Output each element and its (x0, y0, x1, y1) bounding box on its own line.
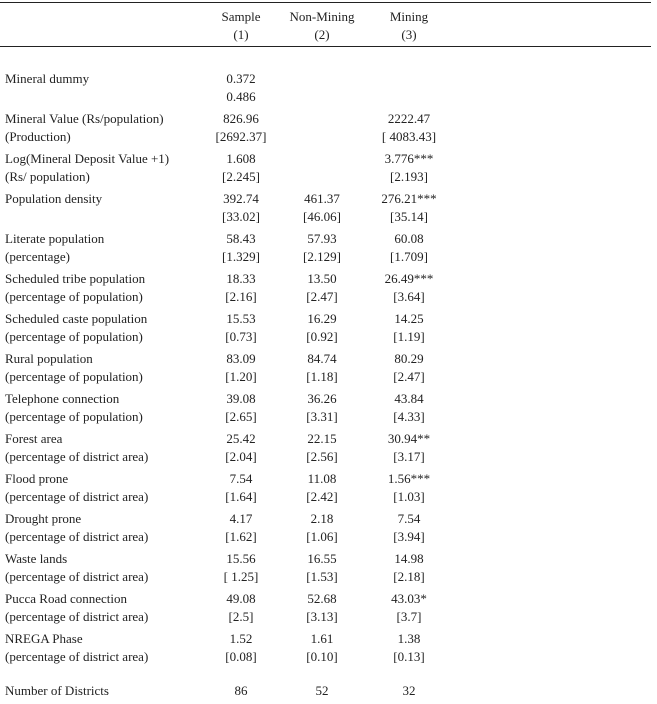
column-name: Sample (221, 9, 261, 24)
row-label-secondary: (percentage of population) (5, 409, 143, 424)
cell-mining-secondary: [3.7] (396, 609, 422, 624)
row-label: Pucca Road connection (5, 591, 128, 606)
cell-non-mining-secondary: [0.92] (306, 329, 338, 344)
column-header-sample (208, 8, 274, 44)
cell-sample-secondary: [2692.37] (215, 129, 267, 144)
cell-sample: 826.96 (223, 111, 259, 126)
row-label-secondary: (Rs/ population) (5, 169, 90, 184)
row-label-secondary: (percentage of district area) (5, 449, 149, 464)
cell-non-mining: 36.26 (307, 391, 337, 406)
row-label: Flood prone (5, 471, 69, 486)
cell-mining-secondary: [4.33] (393, 409, 425, 424)
row-label: Forest area (5, 431, 63, 446)
row-label: Population density (5, 191, 103, 206)
cell-mining: 14.98 (394, 551, 424, 566)
cell-sample: 4.17 (229, 511, 253, 526)
cell-mining-secondary: [1.19] (393, 329, 425, 344)
cell-sample-secondary: [2.245] (222, 169, 260, 184)
cell-sample-secondary: [ 1.25] (223, 569, 259, 584)
cell-sample: 83.09 (226, 351, 256, 366)
cell-sample-secondary: [2.5] (228, 609, 254, 624)
cell-mining-secondary: [35.14] (390, 209, 428, 224)
cell-mining: 60.08 (394, 231, 424, 246)
cell-sample: 39.08 (226, 391, 256, 406)
cell-sample-secondary: [1.62] (225, 529, 257, 544)
cell-non-mining: 16.55 (307, 551, 337, 566)
row-label-secondary: (percentage of population) (5, 329, 143, 344)
cell-non-mining-secondary: [1.18] (306, 369, 338, 384)
cell-mining-secondary: [1.709] (390, 249, 428, 264)
cell-mining: 2222.47 (387, 111, 431, 126)
cell-mining-secondary: [2.193] (390, 169, 428, 184)
cell-mining: 1.56*** (387, 471, 431, 486)
footer-value-sample: 86 (234, 683, 248, 698)
cell-mining: 43.03* (391, 591, 427, 606)
cell-non-mining: 13.50 (307, 271, 337, 286)
cell-non-mining: 84.74 (307, 351, 337, 366)
row-label: Telephone connection (5, 391, 120, 406)
cell-mining-secondary: [3.64] (393, 289, 425, 304)
cell-mining: 1.38 (397, 631, 421, 646)
cell-non-mining-secondary: [0.10] (306, 649, 338, 664)
cell-sample: 25.42 (226, 431, 256, 446)
cell-mining: 14.25 (394, 311, 424, 326)
cell-sample: 49.08 (226, 591, 256, 606)
row-label: Rural population (5, 351, 93, 366)
row-label-secondary: (percentage of district area) (5, 569, 149, 584)
column-number: (3) (401, 27, 417, 42)
row-label-secondary: (percentage of district area) (5, 529, 149, 544)
cell-sample: 7.54 (229, 471, 253, 486)
row-label: Waste lands (5, 551, 68, 566)
column-number: (2) (314, 27, 330, 42)
row-label: Scheduled tribe population (5, 271, 146, 286)
row-label-secondary: (Production) (5, 129, 71, 144)
cell-mining-secondary: [2.47] (393, 369, 425, 384)
cell-mining-secondary: [ 4083.43] (381, 129, 437, 144)
cell-non-mining-secondary: [46.06] (303, 209, 341, 224)
header-rule (0, 46, 651, 47)
cell-non-mining-secondary: [2.42] (306, 489, 338, 504)
cell-non-mining: 2.18 (310, 511, 334, 526)
cell-mining-secondary: [2.18] (393, 569, 425, 584)
footer-value-non-mining: 52 (315, 683, 329, 698)
row-label-secondary: (percentage of district area) (5, 649, 149, 664)
cell-sample: 58.43 (226, 231, 256, 246)
cell-sample-secondary: [1.329] (222, 249, 260, 264)
cell-sample-secondary: [1.20] (225, 369, 257, 384)
cell-sample-secondary: [2.65] (225, 409, 257, 424)
row-label: Literate population (5, 231, 105, 246)
top-rule (0, 2, 651, 3)
cell-non-mining-secondary: [3.31] (306, 409, 338, 424)
cell-non-mining: 11.08 (307, 471, 337, 486)
cell-sample-secondary: [33.02] (222, 209, 260, 224)
cell-non-mining-secondary: [2.56] (306, 449, 338, 464)
row-label-secondary: (percentage of population) (5, 369, 143, 384)
row-label: Scheduled caste population (5, 311, 148, 326)
cell-sample-secondary: [1.64] (225, 489, 257, 504)
cell-sample: 0.372 (226, 71, 256, 86)
cell-mining: 30.94** (387, 431, 431, 446)
cell-sample: 15.53 (226, 311, 256, 326)
column-header-mining (368, 8, 450, 44)
footer-label: Number of Districts (5, 683, 109, 698)
cell-non-mining-secondary: [2.47] (306, 289, 338, 304)
cell-mining: 276.21*** (381, 191, 437, 206)
row-label-secondary: (percentage of district area) (5, 489, 149, 504)
cell-mining: 43.84 (394, 391, 424, 406)
cell-non-mining-secondary: [1.06] (306, 529, 338, 544)
cell-mining-secondary: [1.03] (393, 489, 425, 504)
row-label-secondary: (percentage) (5, 249, 70, 264)
cell-sample-secondary: 0.486 (226, 89, 256, 104)
cell-sample-secondary: [0.08] (225, 649, 257, 664)
cell-mining-secondary: [0.13] (393, 649, 425, 664)
cell-sample: 15.56 (226, 551, 256, 566)
cell-sample-secondary: [2.16] (225, 289, 257, 304)
row-label: Log(Mineral Deposit Value +1) (5, 151, 170, 166)
cell-sample: 18.33 (226, 271, 256, 286)
cell-sample-secondary: [2.04] (225, 449, 257, 464)
cell-non-mining: 57.93 (307, 231, 337, 246)
cell-non-mining: 52.68 (307, 591, 337, 606)
cell-non-mining-secondary: [3.13] (306, 609, 338, 624)
cell-non-mining: 1.61 (310, 631, 334, 646)
cell-sample: 392.74 (223, 191, 259, 206)
column-header-non-mining (282, 8, 362, 44)
cell-sample-secondary: [0.73] (225, 329, 257, 344)
cell-mining-secondary: [3.94] (393, 529, 425, 544)
footer-value-mining: 32 (402, 683, 416, 698)
cell-non-mining-secondary: [1.53] (306, 569, 338, 584)
cell-sample: 1.608 (226, 151, 256, 166)
cell-non-mining: 16.29 (307, 311, 337, 326)
cell-mining: 80.29 (394, 351, 424, 366)
cell-non-mining-secondary: [2.129] (303, 249, 341, 264)
row-label-secondary: (percentage of district area) (5, 609, 149, 624)
row-label: NREGA Phase (5, 631, 83, 646)
cell-mining-secondary: [3.17] (393, 449, 425, 464)
cell-sample: 1.52 (229, 631, 253, 646)
column-number: (1) (233, 27, 249, 42)
cell-mining: 3.776*** (384, 151, 434, 166)
row-label-secondary: (percentage of population) (5, 289, 143, 304)
cell-mining: 7.54 (397, 511, 421, 526)
cell-mining: 26.49*** (384, 271, 434, 286)
row-label: Drought prone (5, 511, 82, 526)
column-name: Non-Mining (289, 9, 355, 24)
row-label: Mineral dummy (5, 71, 90, 86)
row-label: Mineral Value (Rs/population) (5, 111, 164, 126)
cell-non-mining: 22.15 (307, 431, 337, 446)
cell-non-mining: 461.37 (304, 191, 340, 206)
column-name: Mining (389, 9, 429, 24)
